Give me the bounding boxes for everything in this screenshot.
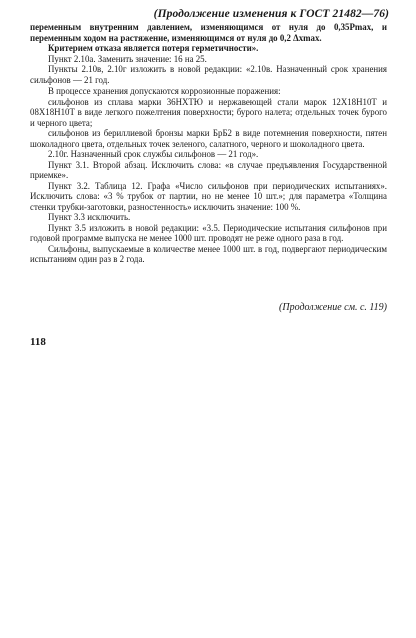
paragraph-storage-corrosion: В процессе хранения допускаются коррозионные поражения: bbox=[48, 86, 281, 96]
paragraph-bellows-production: Сильфоны, выпускаемые в количестве менее 1000 шт. в год, подвергают периодическим испытаниям один раз в 2 года. bbox=[30, 243, 387, 264]
page-number: 118 bbox=[30, 336, 46, 348]
paragraph-item-2-10a: Пункт 2.10а. Заменить значение: 16 на 25. bbox=[48, 53, 207, 64]
paragraph-pressure: переменным внутренним давлением, изменяющимся от нуля до 0,35Pmax, и переменным ходом на растяжение, изменяющимся от нуля до 0,2 Δxmax. bbox=[30, 22, 387, 43]
paragraph-item-3-3: Пункт 3.3 исключить. bbox=[48, 212, 131, 222]
running-header: (Продолжение изменения к ГОСТ 21482—76) bbox=[153, 8, 389, 20]
paragraph-service-life: 2.10г. Назначенный срок службы сильфонов — 21 год». bbox=[48, 149, 259, 159]
paragraph-bronze-brb2: сильфонов из бериллиевой бронзы марки БрБ2 в виде потемнения поверхности, пятен шоколадного цвета, отдельных точек зеленого, салатного, черного и шоколадного цвета. bbox=[30, 128, 387, 149]
paragraph-item-3-1: Пункт 3.1. Второй абзац. Исключить слова: «в случае предъявления Государственной приемке». bbox=[30, 159, 387, 180]
paragraph-failure-criterion: Критерием отказа является потеря герметичности». bbox=[48, 43, 259, 53]
paragraph-item-3-2: Пункт 3.2. Таблица 12. Графа «Число сильфонов при периодических испытаниях». Исключить слова: «3 % трубок от партии, но не менее 10 шт.»; для параметра «Толщина стенки трубки-заготовки, разностенность» исключить значение: 100 %. bbox=[30, 180, 387, 212]
continuation-note: (Продолжение см. с. 119) bbox=[279, 302, 387, 313]
paragraph-alloy-36nhtyu: сильфонов из сплава марки 36НХТЮ и нержавеющей стали марок 12Х18Н10Т и 08Х18Н10Т в виде легкого пожелтения поверхности; бурого налета; отдельных точек бурого и черного цвета; bbox=[30, 96, 387, 128]
paragraph-item-3-5: Пункт 3.5 изложить в новой редакции: «3.5. Периодические испытания сильфонов при годовой программе выпуска не менее 1000 шт. проводят не реже одного раза в год. bbox=[30, 222, 387, 243]
paragraph-items-2-10v-2-10g: Пункты 2.10в, 2.10г изложить в новой редакции: «2.10в. Назначенный срок хранения сильфонов — 21 год. bbox=[30, 64, 387, 85]
body-text bbox=[30, 22, 387, 265]
